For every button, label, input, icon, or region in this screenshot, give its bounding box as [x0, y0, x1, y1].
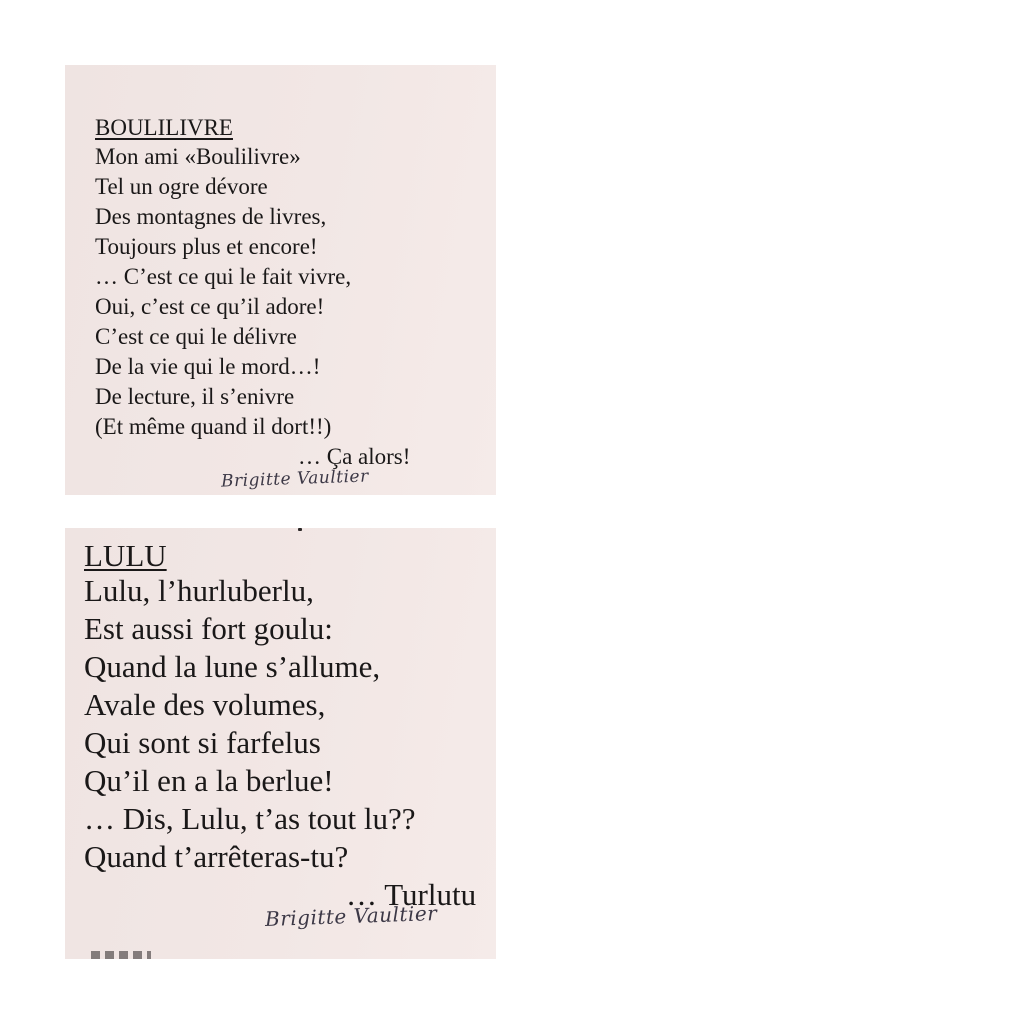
poem-photo-boulilivre [65, 65, 496, 495]
poem-line: Lulu, l’hurluberlu, [84, 573, 314, 608]
poem-line: Oui, c’est ce qu’il adore! [95, 294, 325, 319]
poem-closing-line: … Ça alors! [298, 444, 411, 469]
ink-mark [298, 528, 302, 531]
poem-closing-line: … Turlutu [346, 877, 477, 912]
poem-line: (Et même quand il dort!!) [95, 414, 332, 439]
poem-line: Quand la lune s’allume, [84, 649, 381, 684]
handwritten-signature: Brigitte Vaultier [220, 466, 370, 492]
poem-line: Tel un ogre dévore [95, 174, 268, 199]
poem-line: Des montagnes de livres, [95, 204, 327, 229]
poem-line: C’est ce qui le délivre [95, 324, 297, 349]
poem-line: Qui sont si farfelus [84, 725, 321, 760]
poem-line: … Dis, Lulu, t’as tout lu?? [84, 801, 416, 836]
poem-line: De la vie qui le mord…! [95, 354, 321, 379]
handwritten-signature: Brigitte Vaultier [264, 901, 438, 931]
poem-verses [84, 572, 476, 914]
poem-line: Avale des volumes, [84, 687, 326, 722]
poem-title: LULU [84, 538, 167, 573]
poem-line: Mon ami «Boulilivre» [95, 144, 301, 169]
poem-line: Est aussi fort goulu: [84, 611, 333, 646]
poem-line: De lecture, il s’enivre [95, 384, 295, 409]
poem-line: … C’est ce qui le fait vivre, [95, 264, 352, 289]
poem-photo-lulu [65, 528, 496, 959]
poem-line: Toujours plus et encore! [95, 234, 318, 259]
poem-verses [95, 142, 410, 472]
poem-line: Quand t’arrêteras-tu? [84, 839, 349, 874]
poem-line: Qu’il en a la berlue! [84, 763, 334, 798]
poem-title: BOULILIVRE [95, 115, 233, 140]
cropped-text-fragment [91, 951, 151, 959]
